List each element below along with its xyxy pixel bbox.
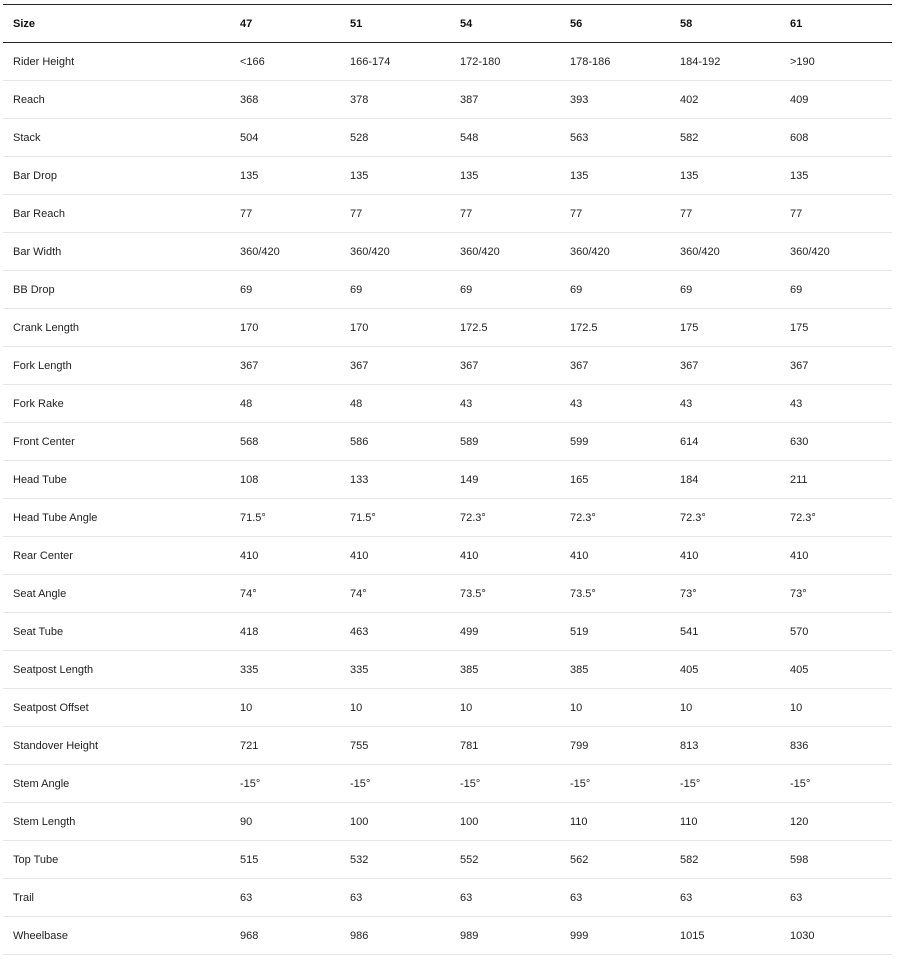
table-cell: 108 <box>240 473 259 486</box>
header-size-56: 56 <box>570 17 583 30</box>
row-label: Head Tube <box>13 473 67 486</box>
table-cell: 410 <box>460 549 479 562</box>
table-cell: 172.5 <box>460 321 488 334</box>
table-cell: 463 <box>350 625 369 638</box>
table-cell: 63 <box>790 891 803 904</box>
table-cell: -15° <box>460 777 481 790</box>
table-cell: 986 <box>350 929 369 942</box>
table-cell: 43 <box>680 397 693 410</box>
table-row <box>3 81 892 119</box>
table-cell: 69 <box>460 283 473 296</box>
table-cell: 72.3° <box>680 511 706 524</box>
table-cell: 378 <box>350 93 369 106</box>
table-cell: 74° <box>350 587 367 600</box>
header-size-58: 58 <box>680 17 693 30</box>
table-cell: 149 <box>460 473 479 486</box>
table-cell: -15° <box>240 777 261 790</box>
row-label: Front Center <box>13 435 75 448</box>
table-cell: 570 <box>790 625 809 638</box>
table-row <box>3 271 892 309</box>
row-label: Bar Width <box>13 245 62 258</box>
table-cell: 63 <box>570 891 583 904</box>
table-cell: 48 <box>350 397 363 410</box>
table-cell: 77 <box>680 207 693 220</box>
row-label: Rear Center <box>13 549 73 562</box>
table-cell: 43 <box>570 397 583 410</box>
header-size-47: 47 <box>240 17 253 30</box>
table-row <box>3 385 892 423</box>
table-row <box>3 309 892 347</box>
table-cell: 499 <box>460 625 479 638</box>
table-cell: 360/420 <box>240 245 280 258</box>
table-cell: 1030 <box>790 929 815 942</box>
table-cell: 1015 <box>680 929 705 942</box>
table-row <box>3 347 892 385</box>
table-cell: >190 <box>790 55 815 68</box>
table-cell: -15° <box>790 777 811 790</box>
table-cell: 90 <box>240 815 253 828</box>
table-cell: 175 <box>680 321 699 334</box>
table-cell: 568 <box>240 435 259 448</box>
row-label: Fork Length <box>13 359 72 372</box>
table-cell: 135 <box>240 169 259 182</box>
table-cell: 799 <box>570 739 589 752</box>
table-cell: 10 <box>350 701 363 714</box>
table-cell: 73.5° <box>570 587 596 600</box>
table-cell: 71.5° <box>240 511 266 524</box>
table-cell: 405 <box>680 663 699 676</box>
table-cell: 166-174 <box>350 55 391 68</box>
table-cell: 409 <box>790 93 809 106</box>
header-size-51: 51 <box>350 17 363 30</box>
table-row <box>3 119 892 157</box>
row-label: Bar Drop <box>13 169 58 182</box>
table-body <box>3 43 892 955</box>
table-cell: 360/420 <box>460 245 500 258</box>
table-row <box>3 651 892 689</box>
table-cell: 519 <box>570 625 589 638</box>
table-cell: 133 <box>350 473 369 486</box>
table-cell: 63 <box>240 891 253 904</box>
table-cell: 71.5° <box>350 511 376 524</box>
table-cell: 184-192 <box>680 55 721 68</box>
table-cell: 541 <box>680 625 699 638</box>
table-cell: 43 <box>460 397 473 410</box>
table-cell: 385 <box>570 663 589 676</box>
geometry-table <box>3 4 892 955</box>
table-row <box>3 195 892 233</box>
table-cell: 77 <box>460 207 473 220</box>
table-cell: 69 <box>570 283 583 296</box>
table-cell: 110 <box>570 815 588 828</box>
table-cell: 548 <box>460 131 479 144</box>
table-cell: 170 <box>240 321 259 334</box>
table-cell: 335 <box>350 663 369 676</box>
table-cell: 586 <box>350 435 369 448</box>
table-cell: 63 <box>350 891 363 904</box>
row-label: Top Tube <box>13 853 59 866</box>
table-cell: 43 <box>790 397 803 410</box>
table-cell: 69 <box>790 283 803 296</box>
table-cell: 813 <box>680 739 699 752</box>
table-cell: 10 <box>570 701 583 714</box>
table-cell: 172-180 <box>460 55 501 68</box>
table-row <box>3 233 892 271</box>
row-label: Stack <box>13 131 41 144</box>
table-cell: 418 <box>240 625 259 638</box>
table-cell: 367 <box>240 359 259 372</box>
table-cell: 63 <box>680 891 693 904</box>
row-label: Fork Rake <box>13 397 64 410</box>
row-label: BB Drop <box>13 283 55 296</box>
table-cell: 77 <box>240 207 253 220</box>
table-cell: 77 <box>570 207 583 220</box>
table-row <box>3 157 892 195</box>
header-label-size: Size <box>13 17 36 30</box>
table-cell: 10 <box>460 701 473 714</box>
table-cell: 77 <box>790 207 803 220</box>
table-cell: 755 <box>350 739 369 752</box>
table-cell: 999 <box>570 929 589 942</box>
table-cell: 410 <box>680 549 699 562</box>
table-cell: 630 <box>790 435 809 448</box>
table-cell: -15° <box>350 777 371 790</box>
table-cell: 77 <box>350 207 363 220</box>
header-size-61: 61 <box>790 17 803 30</box>
table-cell: 552 <box>460 853 479 866</box>
table-cell: -15° <box>570 777 591 790</box>
row-label: Standover Height <box>13 739 98 752</box>
table-cell: 69 <box>240 283 253 296</box>
table-cell: 69 <box>680 283 693 296</box>
row-label: Reach <box>13 93 45 106</box>
table-cell: 360/420 <box>350 245 390 258</box>
table-cell: 135 <box>680 169 699 182</box>
row-label: Seatpost Offset <box>13 701 89 714</box>
table-cell: 211 <box>790 473 808 486</box>
table-cell: 367 <box>680 359 699 372</box>
table-cell: 175 <box>790 321 809 334</box>
table-cell: 410 <box>570 549 589 562</box>
table-cell: 120 <box>790 815 809 828</box>
table-cell: 10 <box>790 701 803 714</box>
row-label: Bar Reach <box>13 207 65 220</box>
table-cell: 73° <box>680 587 697 600</box>
table-cell: 385 <box>460 663 479 676</box>
table-cell: 367 <box>350 359 369 372</box>
table-cell: 165 <box>570 473 589 486</box>
table-cell: 178-186 <box>570 55 611 68</box>
table-row <box>3 765 892 803</box>
table-cell: 582 <box>680 853 699 866</box>
header-size-54: 54 <box>460 17 473 30</box>
table-cell: 532 <box>350 853 369 866</box>
table-cell: 360/420 <box>790 245 830 258</box>
table-cell: 100 <box>350 815 369 828</box>
table-row <box>3 537 892 575</box>
table-cell: 836 <box>790 739 809 752</box>
table-cell: 410 <box>240 549 259 562</box>
table-cell: 335 <box>240 663 259 676</box>
table-cell: 968 <box>240 929 259 942</box>
table-cell: 563 <box>570 131 589 144</box>
table-cell: 360/420 <box>680 245 720 258</box>
table-cell: 135 <box>460 169 479 182</box>
table-cell: 589 <box>460 435 479 448</box>
table-cell: <166 <box>240 55 265 68</box>
table-cell: 367 <box>570 359 589 372</box>
table-cell: 63 <box>460 891 473 904</box>
table-cell: 110 <box>680 815 698 828</box>
table-row <box>3 841 892 879</box>
table-cell: 135 <box>350 169 369 182</box>
table-cell: 781 <box>460 739 479 752</box>
table-cell: 367 <box>790 359 809 372</box>
table-cell: 74° <box>240 587 257 600</box>
table-cell: 989 <box>460 929 479 942</box>
table-cell: 562 <box>570 853 589 866</box>
table-cell: 360/420 <box>570 245 610 258</box>
table-cell: 10 <box>240 701 253 714</box>
row-label: Trail <box>13 891 34 904</box>
table-cell: 69 <box>350 283 363 296</box>
table-row <box>3 575 892 613</box>
table-row <box>3 803 892 841</box>
table-cell: 721 <box>240 739 259 752</box>
table-cell: 393 <box>570 93 589 106</box>
table-header <box>3 5 892 43</box>
header-row <box>3 5 892 43</box>
table-cell: -15° <box>680 777 701 790</box>
table-cell: 410 <box>350 549 369 562</box>
table-row <box>3 879 892 917</box>
table-cell: 367 <box>460 359 479 372</box>
row-label: Seat Angle <box>13 587 67 600</box>
row-label: Crank Length <box>13 321 80 334</box>
table-cell: 599 <box>570 435 589 448</box>
row-label: Seat Tube <box>13 625 64 638</box>
row-label: Head Tube Angle <box>13 511 98 524</box>
row-label: Seatpost Length <box>13 663 94 676</box>
table-cell: 402 <box>680 93 699 106</box>
table-row <box>3 727 892 765</box>
table-cell: 170 <box>350 321 369 334</box>
table-cell: 48 <box>240 397 253 410</box>
table-row <box>3 43 892 81</box>
table-cell: 10 <box>680 701 693 714</box>
table-cell: 515 <box>240 853 259 866</box>
table-cell: 135 <box>570 169 589 182</box>
table-cell: 405 <box>790 663 809 676</box>
table-cell: 368 <box>240 93 259 106</box>
table-cell: 582 <box>680 131 699 144</box>
table-cell: 172.5 <box>570 321 598 334</box>
table-cell: 72.3° <box>570 511 596 524</box>
table-row <box>3 423 892 461</box>
table-cell: 504 <box>240 131 259 144</box>
table-cell: 528 <box>350 131 369 144</box>
table-cell: 387 <box>460 93 479 106</box>
table-cell: 72.3° <box>460 511 486 524</box>
table-cell: 608 <box>790 131 809 144</box>
table-row <box>3 461 892 499</box>
row-label: Stem Angle <box>13 777 70 790</box>
row-label: Wheelbase <box>13 929 69 942</box>
row-label: Stem Length <box>13 815 76 828</box>
table-cell: 184 <box>680 473 699 486</box>
table-cell: 410 <box>790 549 809 562</box>
table-row <box>3 613 892 651</box>
row-label: Rider Height <box>13 55 75 68</box>
table-cell: 73° <box>790 587 807 600</box>
table-cell: 135 <box>790 169 809 182</box>
table-cell: 614 <box>680 435 699 448</box>
table-row <box>3 917 892 955</box>
table-cell: 73.5° <box>460 587 486 600</box>
table-cell: 100 <box>460 815 479 828</box>
table-row <box>3 689 892 727</box>
table-cell: 598 <box>790 853 809 866</box>
table-row <box>3 499 892 537</box>
table-cell: 72.3° <box>790 511 816 524</box>
